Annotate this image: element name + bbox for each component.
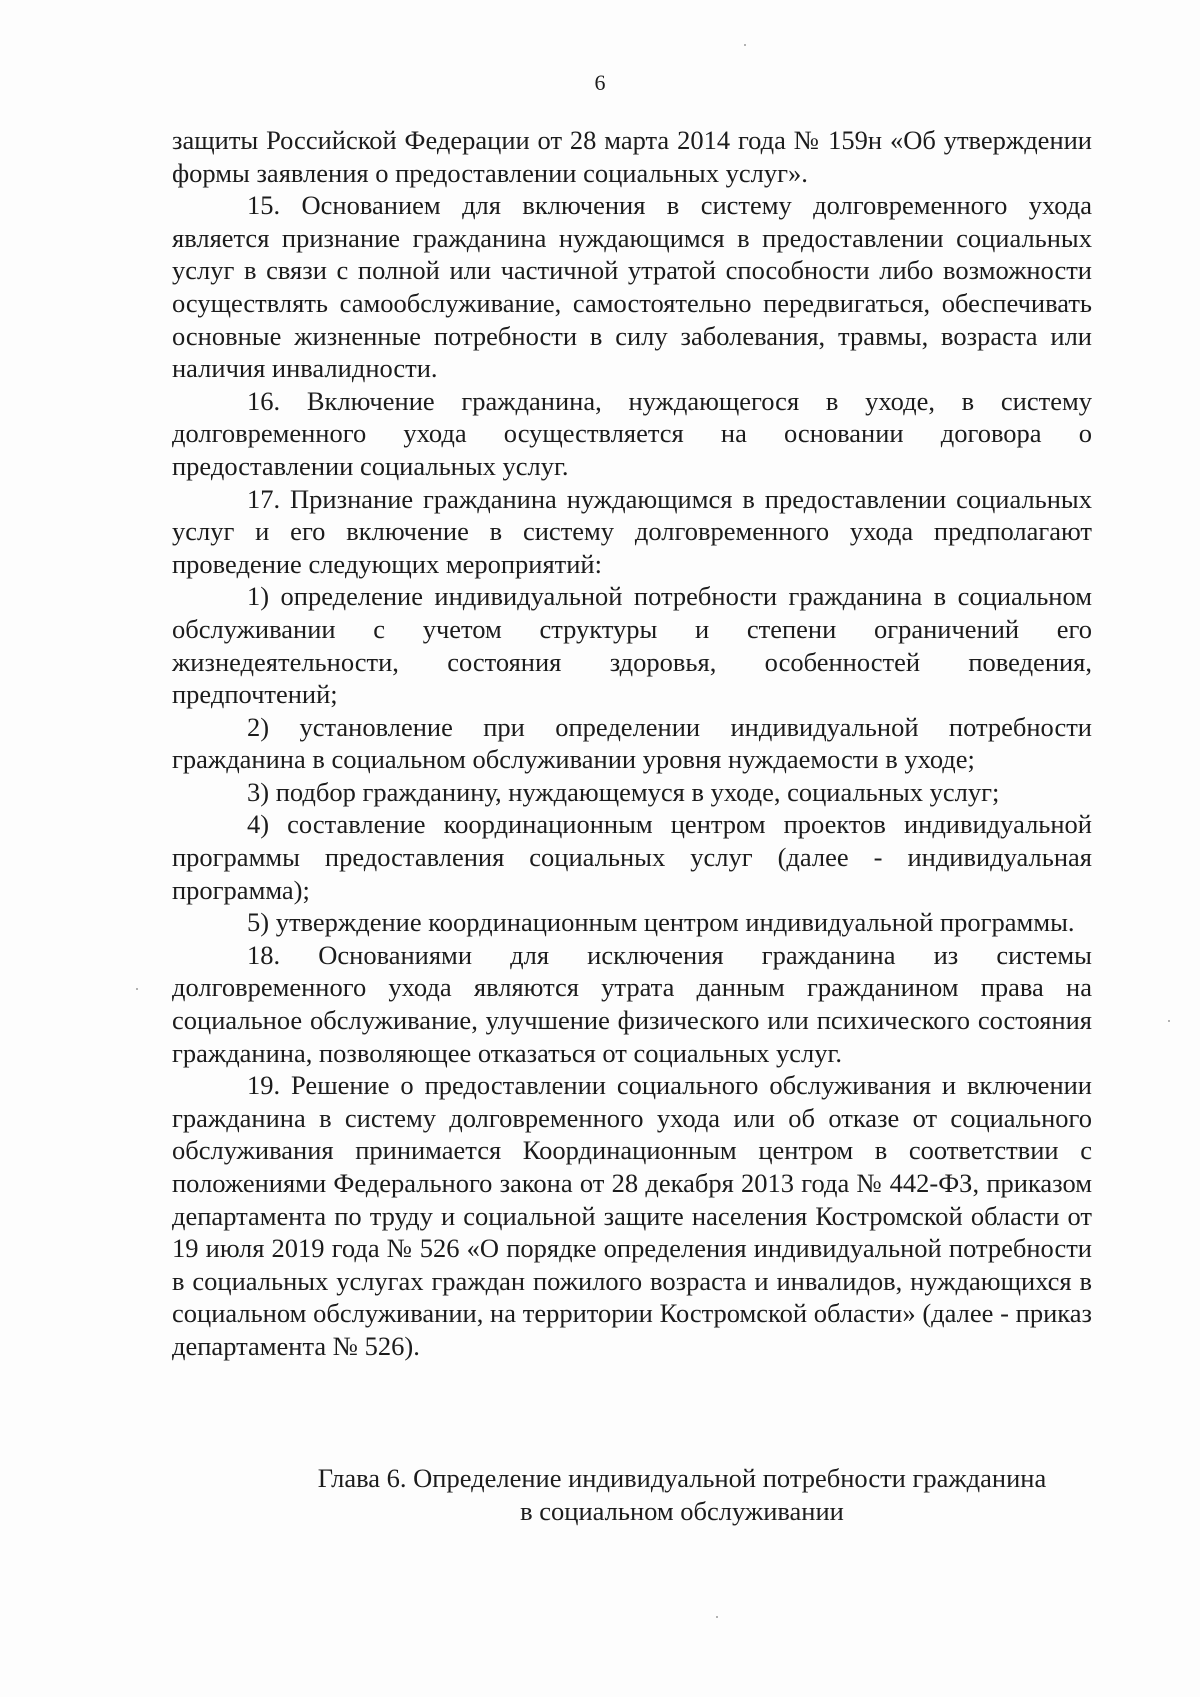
chapter-heading [172, 1462, 1192, 1527]
paragraph-16: 16. Включение гражданина, нуждающегося в уходе, в систему долговременного ухода осуществляется на основании договора о предоставлении социальных услуг. [172, 385, 1092, 481]
paragraph-continuation: защиты Российской Федерации от 28 марта 2014 года № 159н «Об утверждении формы заявления о предоставлении социальных услуг». [172, 125, 1092, 188]
paragraph-18: 18. Основаниями для исключения гражданина из системы долговременного ухода являются утрата данным гражданином права на социальное обслуживание, улучшение физического или психического состояния гражданина, позволяющее отказаться от социальных услуг. [172, 939, 1092, 1068]
list-item-5: 5) утверждение координационным центром индивидуальной программы. [247, 907, 1075, 938]
scan-speck [1168, 1020, 1170, 1022]
list-item-4: 4) составление координационным центром проектов индивидуальной программы предоставления социальных услуг (далее - индивидуальная программа); [172, 809, 1092, 905]
list-item-2: 2) установление при определении индивидуальной потребности гражданина в социальном обслуживании уровня нуждаемости в уходе; [172, 711, 1092, 775]
list-item-1: 1) определение индивидуальной потребности гражданина в социальном обслуживании с учетом структуры и степени ограничений его жизнедеятельности, состояния здоровья, особенностей поведения, предпочтений; [172, 581, 1092, 710]
scan-speck [716, 1616, 718, 1618]
chapter-heading-line-1: Глава 6. Определение индивидуальной потребности гражданина [317, 1463, 1047, 1493]
scan-speck [136, 988, 138, 990]
scan-speck [744, 44, 746, 46]
paragraph-15: 15. Основанием для включения в систему долговременного ухода является признание гражданина нуждающимся в предоставлении социальных услуг в связи с полной или частичной утратой способности либо возможности осуществлять самообслуживание, самостоятельно передвигаться, обеспечивать основные жизненные потребности в силу заболевания, травмы, возраста или наличия инвалидности. [172, 190, 1092, 384]
paragraph-19: 19. Решение о предоставлении социального обслуживания и включении гражданина в систему долговременного ухода или об отказе от социального обслуживания принимается Координационным центром в соответствии с положениями Федерального закона от 28 декабря 2013 года № 442-ФЗ, приказом департамента по труду и социальной защите населения Костромской области от 19 июля 2019 года № 526 «О порядке определения индивидуальной потребности в социальных услугах граждан пожилого возраста и инвалидов, нуждающихся в социальном обслуживании, на территории Костромской области» (далее - приказ департамента № 526). [172, 1070, 1092, 1361]
document-body [172, 124, 1092, 1363]
chapter-heading-line-2: в социальном обслуживании [520, 1495, 844, 1526]
paragraph-17: 17. Признание гражданина нуждающимся в предоставлении социальных услуг и его включение в систему долговременного ухода предполагают проведение следующих мероприятий: [172, 483, 1092, 579]
list-item-3: 3) подбор гражданину, нуждающемуся в уходе, социальных услуг; [247, 776, 1000, 807]
page-number: 6 [594, 70, 606, 95]
